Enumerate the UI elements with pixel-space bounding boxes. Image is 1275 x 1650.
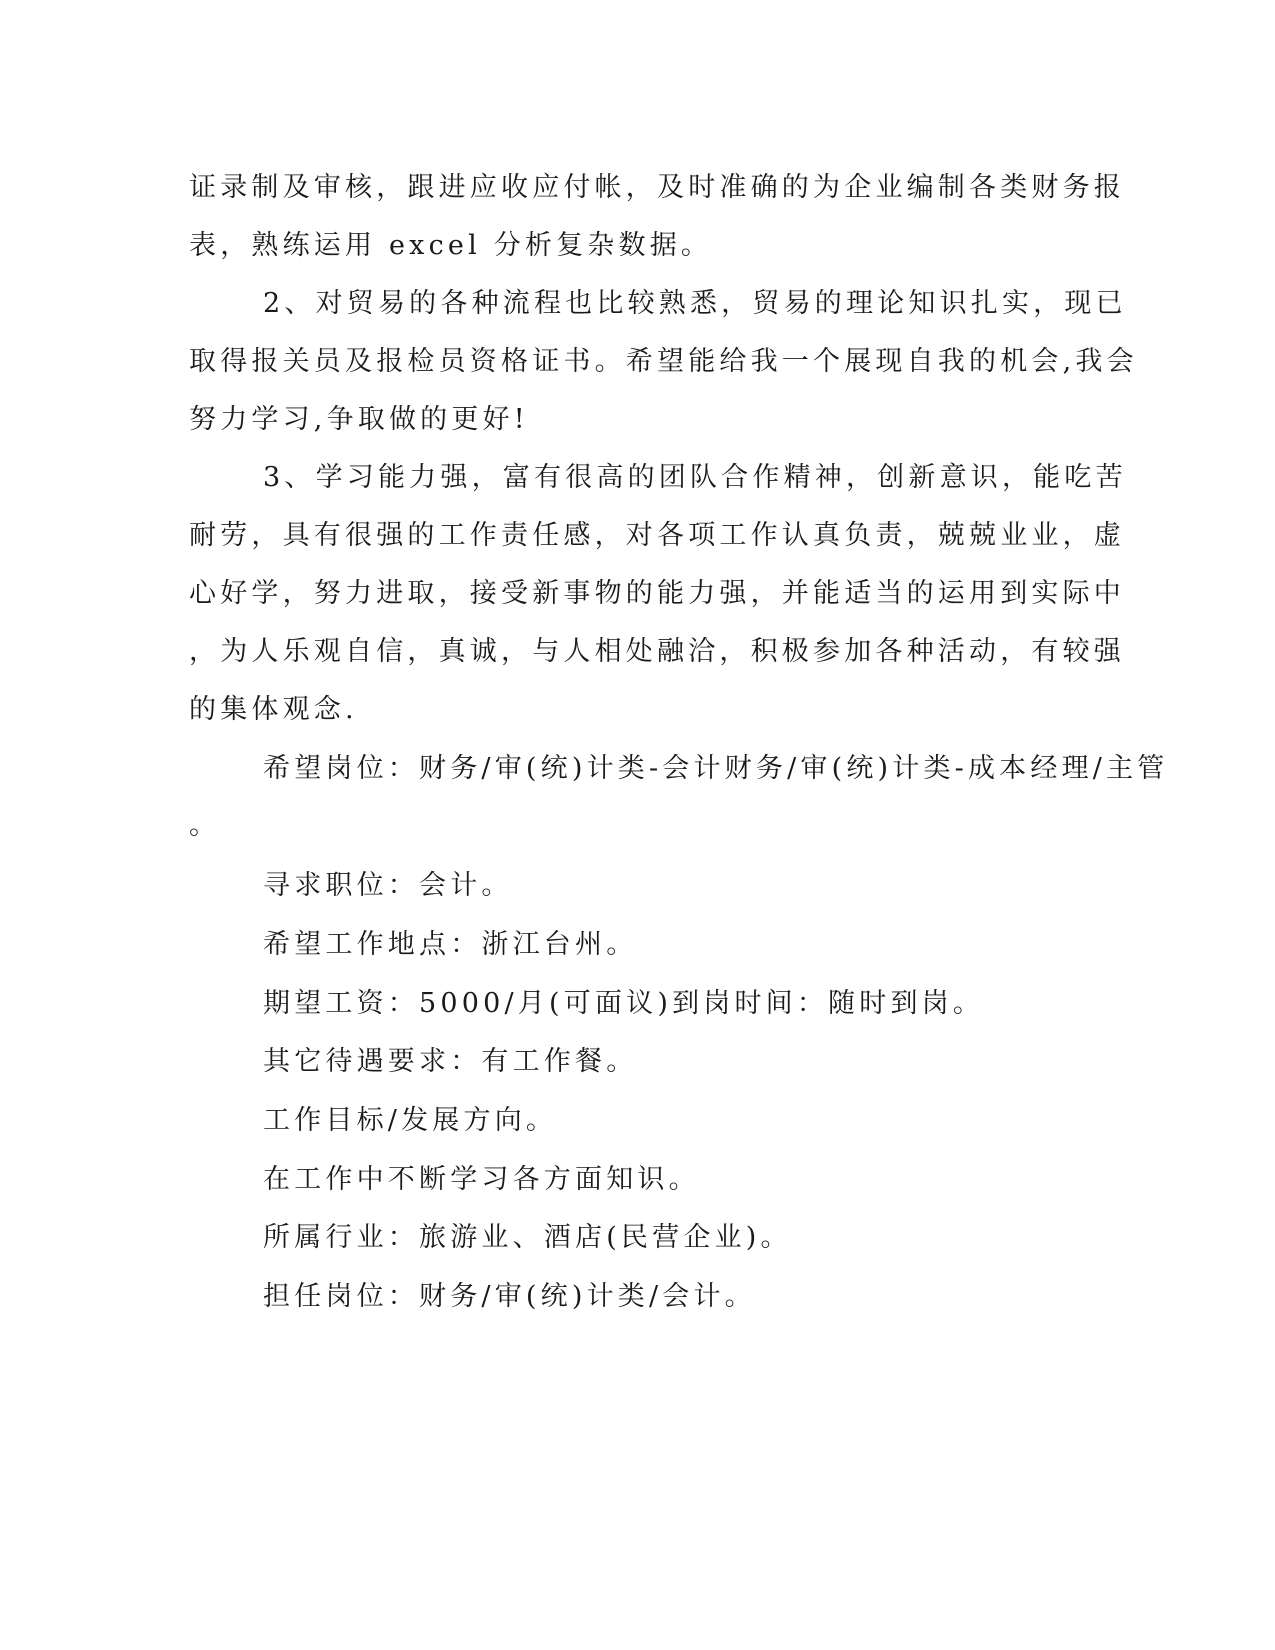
text-line: 心好学，努力进取，接受新事物的能力强，并能适当的运用到实际中 — [189, 578, 1125, 609]
text-line: 在工作中不断学习各方面知识。 — [263, 1164, 700, 1195]
text-line: 期望工资：5000/月(可面议)到岗时间：随时到岗。 — [263, 988, 985, 1019]
text-line: 寻求职位：会计。 — [263, 870, 513, 901]
text-line: 希望岗位：财务/审(统)计类-会计财务/审(统)计类-成本经理/主管 — [263, 753, 1169, 784]
text-line: 耐劳，具有很强的工作责任感，对各项工作认真负责，兢兢业业，虚 — [189, 520, 1125, 551]
text-line: 所属行业：旅游业、酒店(民营企业)。 — [263, 1222, 792, 1253]
text-line: 2、对贸易的各种流程也比较熟悉，贸易的理论知识扎实，现已 — [263, 288, 1127, 319]
text-line: 表，熟练运用 excel 分析复杂数据。 — [189, 230, 713, 261]
text-line: 证录制及审核，跟进应收应付帐，及时准确的为企业编制各类财务报 — [189, 172, 1125, 203]
text-line: ，为人乐观自信，真诚，与人相处融洽，积极参加各种活动，有较强 — [189, 636, 1125, 667]
text-line: 工作目标/发展方向。 — [263, 1105, 558, 1136]
text-line: 努力学习,争取做的更好! — [189, 404, 529, 435]
text-line: 担任岗位：财务/审(统)计类/会计。 — [263, 1281, 756, 1312]
text-line: 的集体观念. — [189, 694, 358, 725]
text-line: 。 — [189, 810, 221, 841]
text-line: 希望工作地点：浙江台州。 — [263, 929, 638, 960]
text-line: 取得报关员及报检员资格证书。希望能给我一个展现自我的机会,我会 — [189, 346, 1138, 377]
text-line: 其它待遇要求：有工作餐。 — [263, 1046, 638, 1077]
text-line: 3、学习能力强，富有很高的团队合作精神，创新意识，能吃苦 — [263, 462, 1127, 493]
